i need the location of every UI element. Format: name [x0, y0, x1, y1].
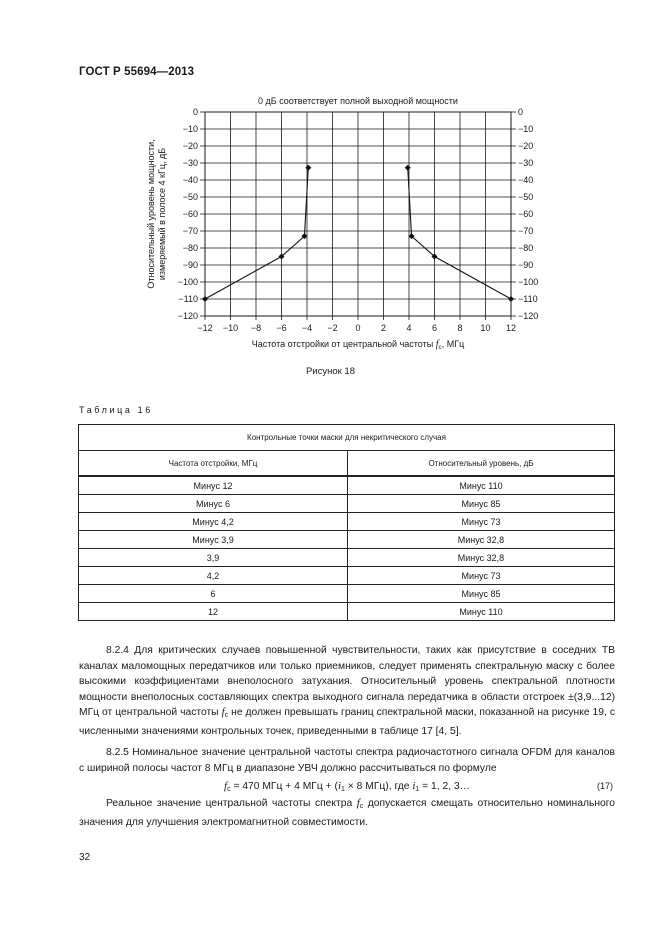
cell-level: Минус 32,8 — [348, 549, 615, 567]
formula-var-i: i — [337, 780, 342, 792]
x-tick-label: −8 — [250, 323, 262, 333]
formula-sub-1-second: 1 — [415, 786, 420, 793]
x-axis-label: Частота отстройки от центральной частоты $f_c$, МГц — [251, 339, 465, 351]
table-row — [79, 603, 615, 621]
table-row — [79, 531, 615, 549]
paragraph-8-2-5 — [79, 745, 615, 776]
y-tick-label-left: −50 — [182, 192, 198, 202]
y-tick-label-left: 0 — [192, 107, 198, 117]
y-tick-label-right: −80 — [518, 243, 534, 253]
paragraph-8-2-4 — [79, 643, 615, 740]
x-tick-label: −4 — [301, 323, 313, 333]
cell-frequency: 6 — [79, 585, 348, 603]
y-tick-label-right: −90 — [518, 260, 534, 270]
data-point-marker — [508, 296, 514, 302]
y-tick-label-right: −30 — [518, 158, 534, 168]
y-tick-label-right: −20 — [518, 141, 534, 151]
formula-part2: × 8 МГц), где — [344, 781, 413, 792]
x-tick-label: −2 — [327, 323, 338, 333]
data-point-marker — [405, 165, 411, 171]
y-tick-label-right: −60 — [518, 209, 534, 219]
chart-title: 0 дБ соответствует полной выходной мощности — [258, 96, 458, 106]
series-line-left — [205, 168, 308, 299]
page-number: 32 — [79, 852, 91, 863]
y-tick-label-left: −70 — [182, 226, 198, 236]
table-row — [79, 476, 615, 495]
table-label: Таблица 16 — [79, 405, 153, 415]
mask-points-table — [78, 424, 615, 621]
data-point-marker — [305, 165, 311, 171]
x-tick-label: −6 — [276, 323, 287, 333]
y-tick-label-right: −40 — [518, 175, 534, 185]
formula-sub-1: 1 — [341, 786, 345, 793]
cell-level: Минус 85 — [348, 585, 615, 603]
paragraph-8-2-4-text-b: не должен превышать границ спектральной маски, показанной на рисунке 19, с численными значениями контрольных точек, приведенными в таблице 17 [4, 5]. — [79, 707, 615, 737]
cell-level: Минус 73 — [348, 513, 615, 531]
y-tick-label-right: −110 — [518, 294, 538, 304]
frequency-variable: f — [221, 706, 225, 719]
table-caption: Контрольные точки маски для некритического случая — [79, 425, 615, 451]
cell-level: Минус 110 — [348, 476, 615, 495]
frequency-variable-final: f — [356, 797, 360, 809]
cell-frequency: Минус 12 — [79, 476, 348, 495]
cell-level: Минус 32,8 — [348, 531, 615, 549]
y-tick-label-left: −30 — [182, 158, 198, 168]
x-tick-label: 6 — [431, 323, 438, 333]
column-header-level: Относительный уровень, дБ — [348, 451, 615, 477]
x-tick-label: −12 — [197, 323, 213, 333]
y-tick-label-right: −70 — [518, 226, 534, 236]
y-tick-label-right: −120 — [518, 311, 539, 321]
table-row — [79, 567, 615, 585]
table-row — [79, 549, 615, 567]
spectral-mask-chart — [0, 0, 661, 360]
y-axis-label-line2: измеряемый в полосе 4 кГц, дБ — [157, 147, 167, 281]
x-tick-label: 0 — [355, 323, 361, 333]
cell-level: Минус 85 — [348, 495, 615, 513]
x-tick-label: 12 — [505, 323, 517, 333]
x-tick-label: 10 — [480, 323, 491, 333]
x-tick-label: 4 — [406, 323, 412, 333]
formula-part3: = 1, 2, 3… — [419, 781, 470, 792]
chart-grid — [205, 112, 511, 316]
y-axis-label-line1: Относительный уровень мощности, — [146, 139, 156, 289]
y-tick-label-left: −100 — [177, 277, 198, 287]
paragraph-8-2-5-text: 8.2.5 Номинальное значение центральной частоты спектра радиочастотного сигнала OFDM для каналов с шириной полосы частот 8 МГц в диапазоне УВЧ должно рассчитываться по формуле — [79, 747, 615, 774]
cell-frequency: Минус 4,2 — [79, 513, 348, 531]
y-tick-label-left: −80 — [182, 243, 198, 253]
y-tick-label-right: −10 — [518, 124, 534, 134]
cell-frequency: Минус 6 — [79, 495, 348, 513]
frequency-subscript: c — [224, 712, 229, 720]
formula-var-f: f — [224, 780, 228, 792]
column-header-frequency: Частота отстройки, МГц — [79, 451, 348, 477]
frequency-subscript-final: c — [359, 803, 364, 810]
y-tick-label-left: −20 — [182, 141, 198, 151]
series-line-right — [408, 168, 511, 299]
x-tick-label: 8 — [457, 323, 463, 333]
formula-sub-c: c — [227, 786, 231, 793]
y-tick-label-right: −100 — [518, 277, 539, 287]
table-row — [79, 495, 615, 513]
formula-part1: = 470 МГц + 4 МГц + ( — [230, 781, 338, 792]
formula-var-i-second: i — [412, 780, 416, 792]
cell-level: Минус 73 — [348, 567, 615, 585]
y-tick-label-left: −90 — [182, 260, 198, 270]
y-tick-label-right: 0 — [518, 107, 524, 117]
y-tick-label-left: −40 — [182, 175, 198, 185]
formula-17 — [79, 780, 615, 796]
cell-frequency: 3,9 — [79, 549, 348, 567]
cell-frequency: Минус 3,9 — [79, 531, 348, 549]
cell-frequency: 12 — [79, 603, 348, 621]
table-row — [79, 585, 615, 603]
paragraph-final — [79, 796, 615, 830]
paragraph-final-text-a: Реальное значение центральной частоты спектра — [106, 798, 357, 809]
y-tick-label-left: −110 — [178, 294, 198, 304]
y-tick-label-left: −10 — [182, 124, 198, 134]
figure-caption: Рисунок 18 — [305, 366, 356, 377]
paragraph-8-2-4-text-a: 8.2.4 Для критических случаев повышенной чувствительности, таких как присутствие в соседних ТВ каналах маломощных передатчиков или только приемников, следует применять спектральную маску с более высокими коэффициентами внеполосного затухания. Относительный уровень спектральной плотности мощности внеполосных составляющих спектра выходного сигнала передатчика в области отстроек ±(3,9...12) МГц от центральной частоты — [79, 645, 615, 719]
y-tick-label-right: −50 — [518, 192, 534, 202]
data-point-marker — [202, 296, 208, 302]
cell-level: Минус 110 — [348, 603, 615, 621]
table-row — [79, 513, 615, 531]
cell-frequency: 4,2 — [79, 567, 348, 585]
y-axis-label — [146, 139, 167, 288]
paragraph-final-text-b: допускается смещать относительно номинального значения для улучшения электромагнитной совместимости. — [79, 798, 616, 828]
x-tick-label: 2 — [380, 323, 387, 333]
x-tick-label: −10 — [222, 323, 239, 333]
y-tick-label-left: −60 — [182, 209, 198, 219]
formula-text — [79, 780, 615, 793]
document-header: ГОСТ Р 55694—2013 — [79, 66, 195, 78]
formula-number: (17) — [596, 781, 613, 791]
y-tick-label-left: −120 — [177, 311, 198, 321]
